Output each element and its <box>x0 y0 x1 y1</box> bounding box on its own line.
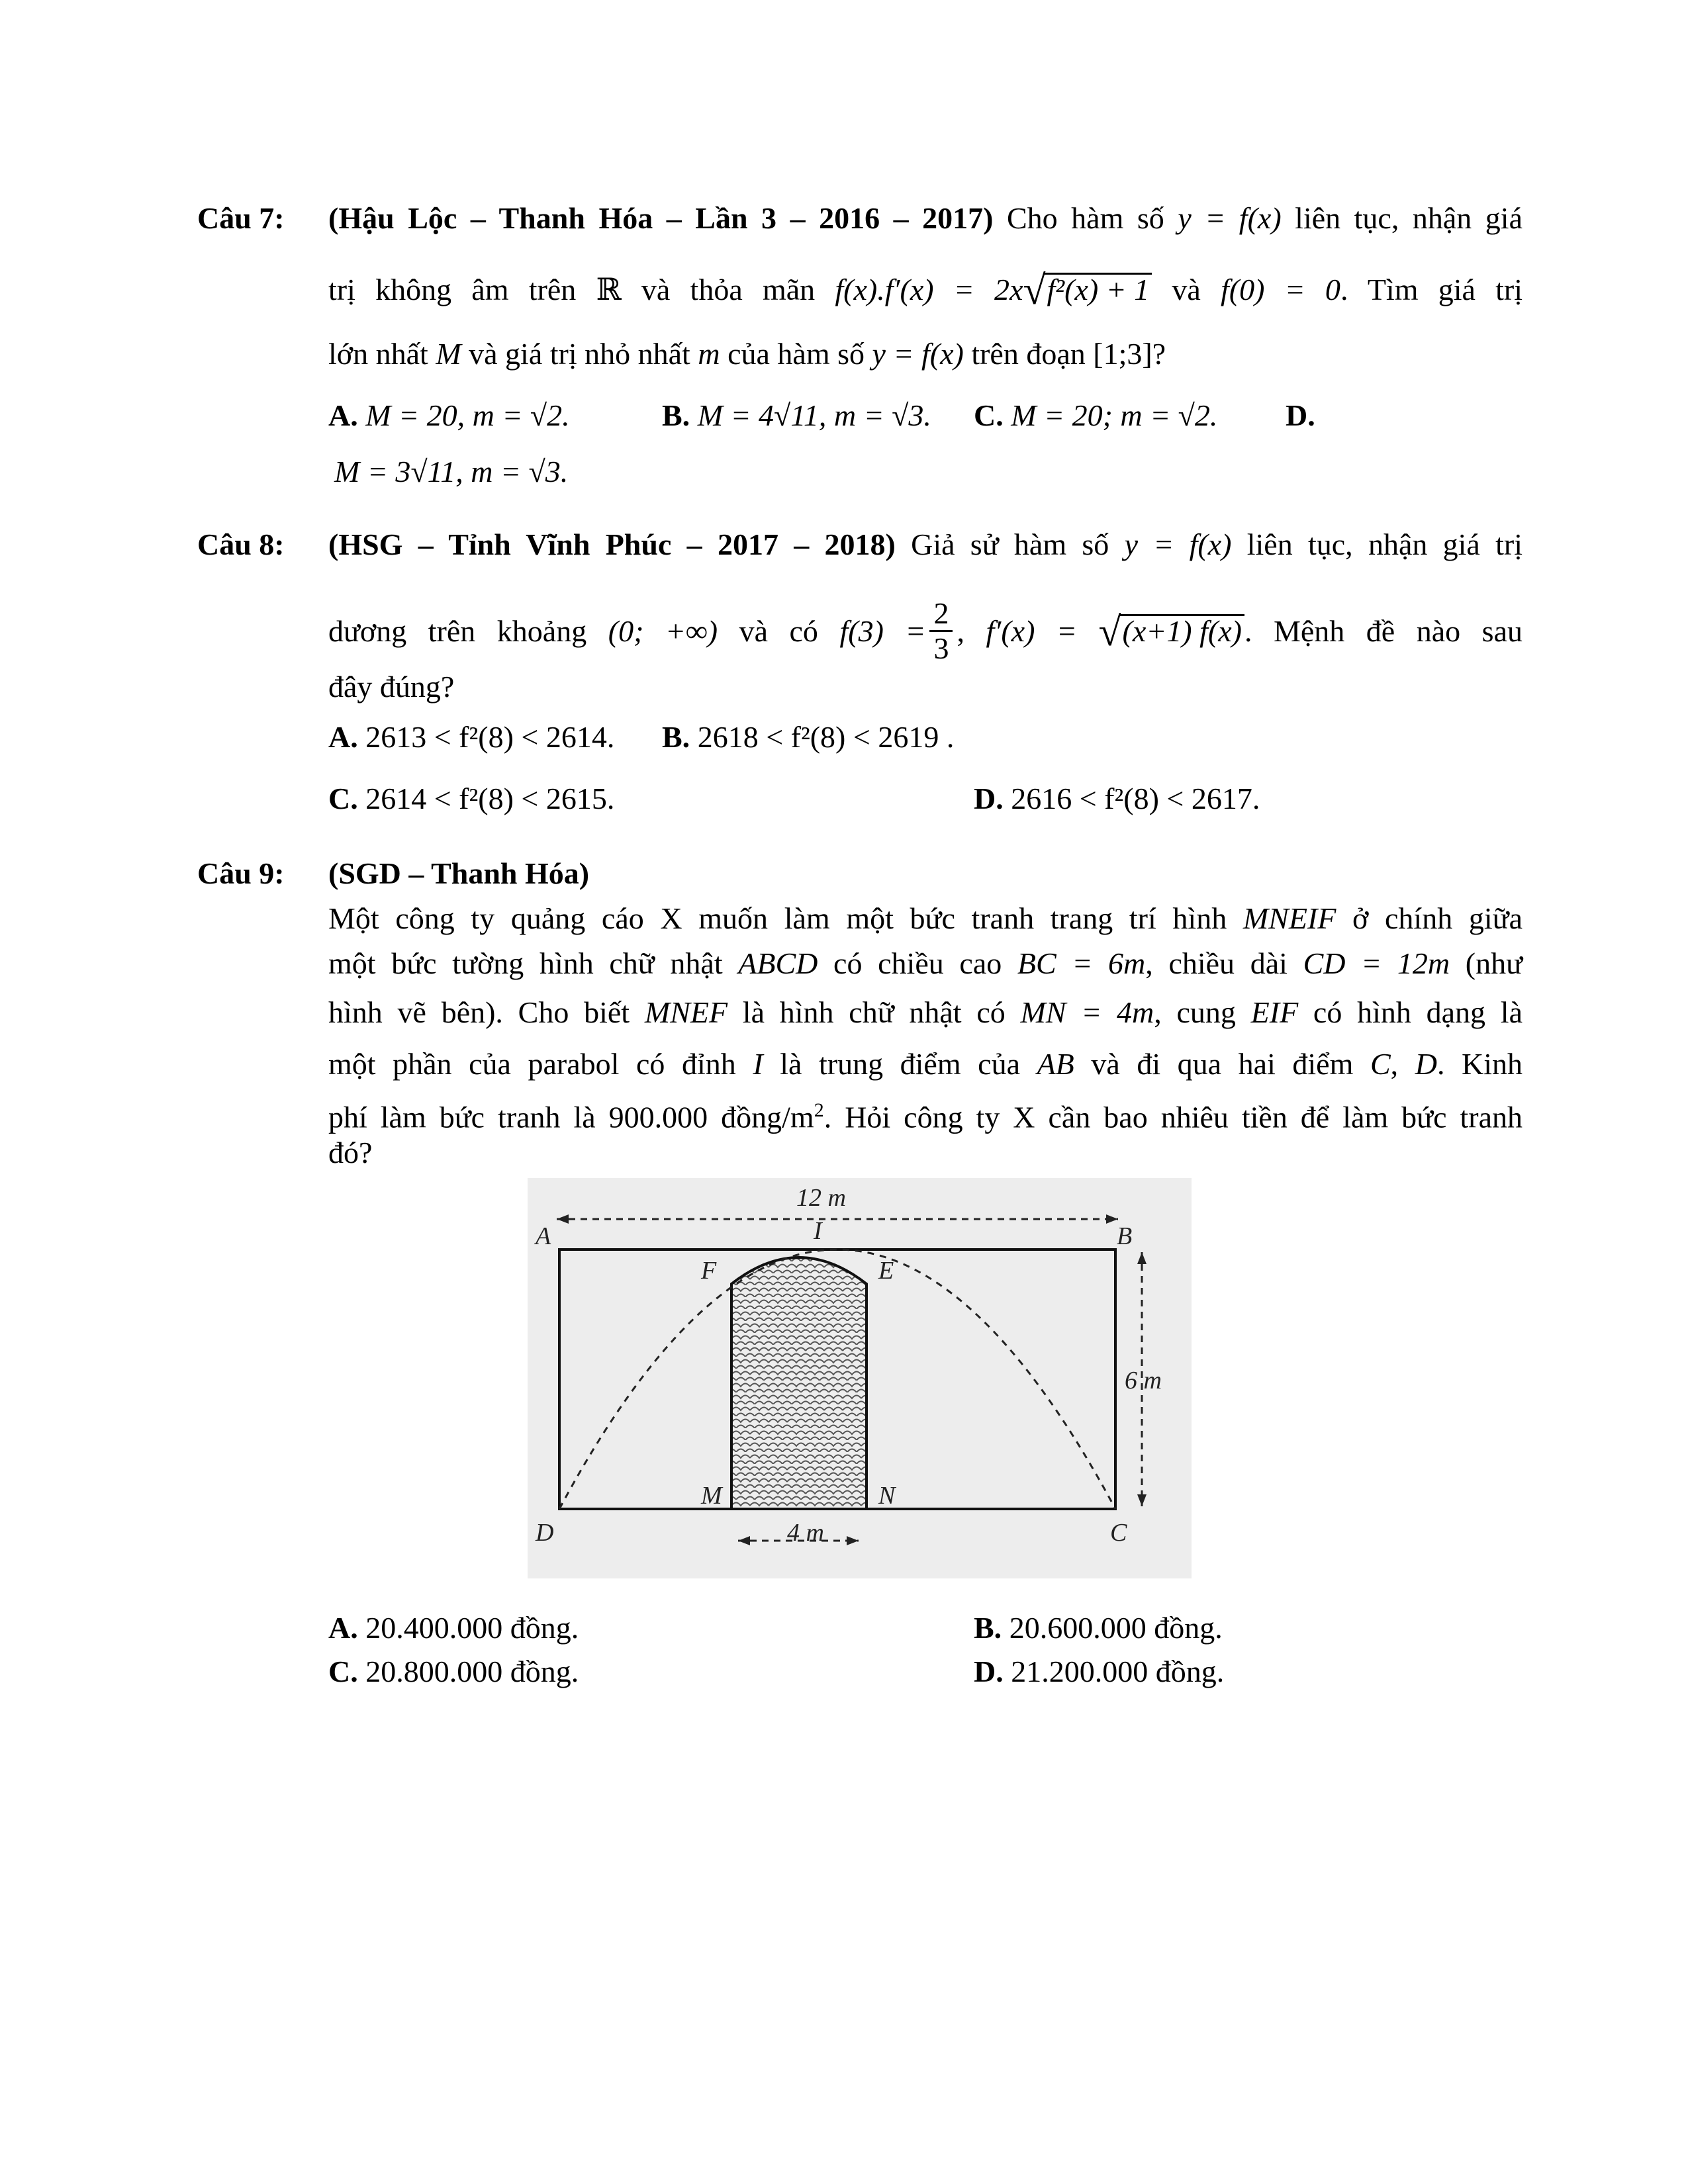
q8-radicand: (x+1) f(x) <box>1120 614 1244 647</box>
option-text: M = 4√11, m = √3. <box>697 398 931 432</box>
option-label: B. <box>662 398 690 432</box>
q8-interval: (0; +∞) <box>608 614 718 648</box>
q9-symbol: C <box>1370 1047 1391 1081</box>
width-label: 12 m <box>796 1184 846 1212</box>
q9-line-6: đó? <box>328 1136 373 1169</box>
q7-max-symbol: M <box>436 337 461 371</box>
q9-symbol: MN = 4m <box>1020 995 1154 1029</box>
q7-initial-condition: f(0) = 0 <box>1221 273 1340 306</box>
point-m-label: M <box>701 1482 722 1510</box>
q9-option-d <box>974 1652 1224 1692</box>
q7-option-d <box>1286 396 1315 435</box>
point-n-label: N <box>878 1482 896 1510</box>
point-a-label: A <box>536 1222 551 1250</box>
option-text: 2613 < f²(8) < 2614. <box>365 720 615 754</box>
q9-text: . Kinh <box>1436 1047 1523 1081</box>
q7-label: Câu 7: <box>197 201 285 235</box>
height-label: 6 m <box>1125 1367 1162 1394</box>
q8-text: . Mệnh đề nào sau <box>1244 614 1523 648</box>
q7-text: Cho hàm số <box>993 201 1178 235</box>
option-label: D. <box>1286 398 1315 432</box>
q9-symbol: D <box>1415 1047 1437 1081</box>
option-text: 2614 < f²(8) < 2615. <box>365 782 615 815</box>
q8-fraction <box>929 597 953 665</box>
option-text: M = 20; m = √2. <box>1011 398 1218 432</box>
q8-line-3: đây đúng? <box>328 670 455 704</box>
q9-symbol: I <box>753 1047 763 1081</box>
q8-line-1 <box>328 525 1523 565</box>
q9-text: một phần của parabol có đỉnh <box>328 1047 753 1081</box>
option-label: A. <box>328 1611 358 1645</box>
q7-text: của hàm số <box>720 337 872 371</box>
q9-line-4 <box>328 1044 1523 1084</box>
option-label: C. <box>328 782 358 815</box>
q7-text: và <box>1152 273 1221 306</box>
q9-text: và đi qua hai điểm <box>1074 1047 1370 1081</box>
q7-equation: f(x).f′(x) = 2x <box>835 273 1023 306</box>
q7-text: và giá trị nhỏ nhất <box>461 337 698 371</box>
q8-text: Giả sử hàm số <box>895 527 1125 561</box>
q7-text: trị không âm trên <box>328 273 596 306</box>
q9-text: . Hỏi công ty X cần bao nhiêu tiền để làm bức tranh <box>823 1100 1523 1134</box>
option-label: D. <box>974 782 1004 815</box>
q9-superscript: 2 <box>814 1099 824 1121</box>
q8-option-c <box>328 779 614 819</box>
q9-text: Một công ty quảng cáo X muốn làm một bức tranh trang trí hình <box>328 901 1243 935</box>
option-label: A. <box>328 720 358 754</box>
option-text: 21.200.000 đồng. <box>1003 1655 1225 1688</box>
q7-text: lớn nhất <box>328 337 436 371</box>
option-text: 20.600.000 đồng. <box>1002 1611 1223 1645</box>
option-text: 20.400.000 đồng. <box>357 1611 579 1645</box>
option-label: B. <box>662 720 690 754</box>
option-label: D. <box>974 1655 1004 1688</box>
painting-region <box>731 1257 867 1509</box>
q9-line-1 <box>328 899 1523 938</box>
q7-radical <box>1023 268 1152 313</box>
q7-real-set: ℝ <box>596 273 622 306</box>
radical-sign: √ <box>1023 268 1046 313</box>
q8-text: liên tục, nhận giá trị <box>1231 527 1523 561</box>
base-label: 4 m <box>787 1519 824 1547</box>
q9-text: một bức tường hình chữ nhật <box>328 946 739 980</box>
q7-text: và thỏa mãn <box>621 273 835 306</box>
q7-interval: [1;3] <box>1093 337 1152 371</box>
option-text: M = 20, m = √2. <box>365 398 570 432</box>
q9-line-3 <box>328 993 1523 1032</box>
q9-symbol: EIF <box>1250 995 1299 1029</box>
q7-line-1 <box>328 199 1523 238</box>
q8-option-d <box>974 779 1260 819</box>
q8-option-a <box>328 717 614 757</box>
q7-text: trên đoạn <box>963 337 1094 371</box>
billboard-figure <box>528 1178 1192 1578</box>
q9-line-2 <box>328 944 1523 983</box>
point-i-label: I <box>814 1217 822 1245</box>
point-f-label: F <box>701 1257 717 1285</box>
q7-source: (Hậu Lộc – Thanh Hóa – Lần 3 – 2016 – 2017) <box>328 201 994 235</box>
option-label: B. <box>974 1611 1002 1645</box>
q9-text: có hình dạng là <box>1298 995 1523 1029</box>
q9-text: (như <box>1450 946 1523 980</box>
point-d-label: D <box>536 1519 554 1547</box>
q8-function: y = f(x) <box>1124 527 1232 561</box>
q9-label: Câu 9: <box>197 856 285 890</box>
q9-text: ở chính giữa <box>1336 901 1523 935</box>
option-text: M = 3√11, m = √3. <box>334 455 569 488</box>
q9-text: , chiều dài <box>1145 946 1303 980</box>
q7-option-b <box>662 396 931 435</box>
q7-text: . Tìm giá trị <box>1340 273 1523 306</box>
option-text: 2618 < f²(8) < 2619 . <box>697 720 955 754</box>
q8-line-2 <box>328 597 1523 665</box>
option-label: A. <box>328 398 358 432</box>
option-label: C. <box>328 1655 358 1688</box>
radical-sign: √ <box>1098 610 1121 655</box>
q9-symbol: CD = 12m <box>1303 946 1450 980</box>
point-c-label: C <box>1110 1519 1127 1547</box>
point-b-label: B <box>1117 1222 1133 1250</box>
q9-text: , cung <box>1154 995 1251 1029</box>
q9-text: phí làm bức tranh là 900.000 đồng/m <box>328 1100 814 1134</box>
q9-text: là hình chữ nhật có <box>727 995 1021 1029</box>
q9-line-5 <box>328 1091 1523 1137</box>
q9-text: hình vẽ bên). Cho biết <box>328 995 645 1029</box>
q8-text: và có <box>718 614 840 648</box>
q8-source: (HSG – Tỉnh Vĩnh Phúc – 2017 – 2018) <box>328 527 896 561</box>
q9-option-c <box>328 1652 579 1692</box>
q9-text: , <box>1390 1047 1415 1081</box>
q9-option-a <box>328 1608 579 1648</box>
q9-option-b <box>974 1608 1223 1648</box>
fraction-numerator: 2 <box>929 597 953 632</box>
q7-text: liên tục, nhận giá <box>1281 201 1523 235</box>
q9-text: là trung điểm của <box>763 1047 1037 1081</box>
q7-line-2 <box>328 268 1523 313</box>
q8-text: dương trên khoảng <box>328 614 608 648</box>
q8-f3: f(3) = <box>839 614 926 648</box>
q9-symbol: ABCD <box>738 946 818 980</box>
q7-text: ? <box>1152 337 1166 371</box>
q9-symbol: MNEF <box>644 995 728 1029</box>
q8-radical <box>1098 610 1244 655</box>
q7-radicand: f²(x) + 1 <box>1045 273 1152 305</box>
fraction-denominator: 3 <box>933 631 949 665</box>
q7-option-c <box>974 396 1217 435</box>
q8-option-b <box>662 717 954 757</box>
q7-function: y = f(x) <box>872 337 964 371</box>
option-text: 2616 < f²(8) < 2617. <box>1011 782 1260 815</box>
q8-text: , <box>957 614 986 648</box>
q7-function: y = f(x) <box>1178 201 1282 235</box>
q8-label: Câu 8: <box>197 527 285 561</box>
point-e-label: E <box>878 1257 894 1285</box>
q9-source: (SGD – Thanh Hóa) <box>328 856 590 890</box>
q9-text: có chiều cao <box>818 946 1017 980</box>
q9-symbol: AB <box>1037 1047 1074 1081</box>
option-label: C. <box>974 398 1004 432</box>
q8-derivative: f′(x) = <box>986 614 1099 648</box>
option-text: 20.800.000 đồng. <box>357 1655 579 1688</box>
q7-line-3 <box>328 334 1166 374</box>
q9-symbol: MNEIF <box>1243 901 1336 935</box>
q7-min-symbol: m <box>698 337 720 371</box>
q9-symbol: BC = 6m <box>1017 946 1146 980</box>
q7-option-a <box>328 396 570 435</box>
q7-option-d-text <box>334 452 568 492</box>
